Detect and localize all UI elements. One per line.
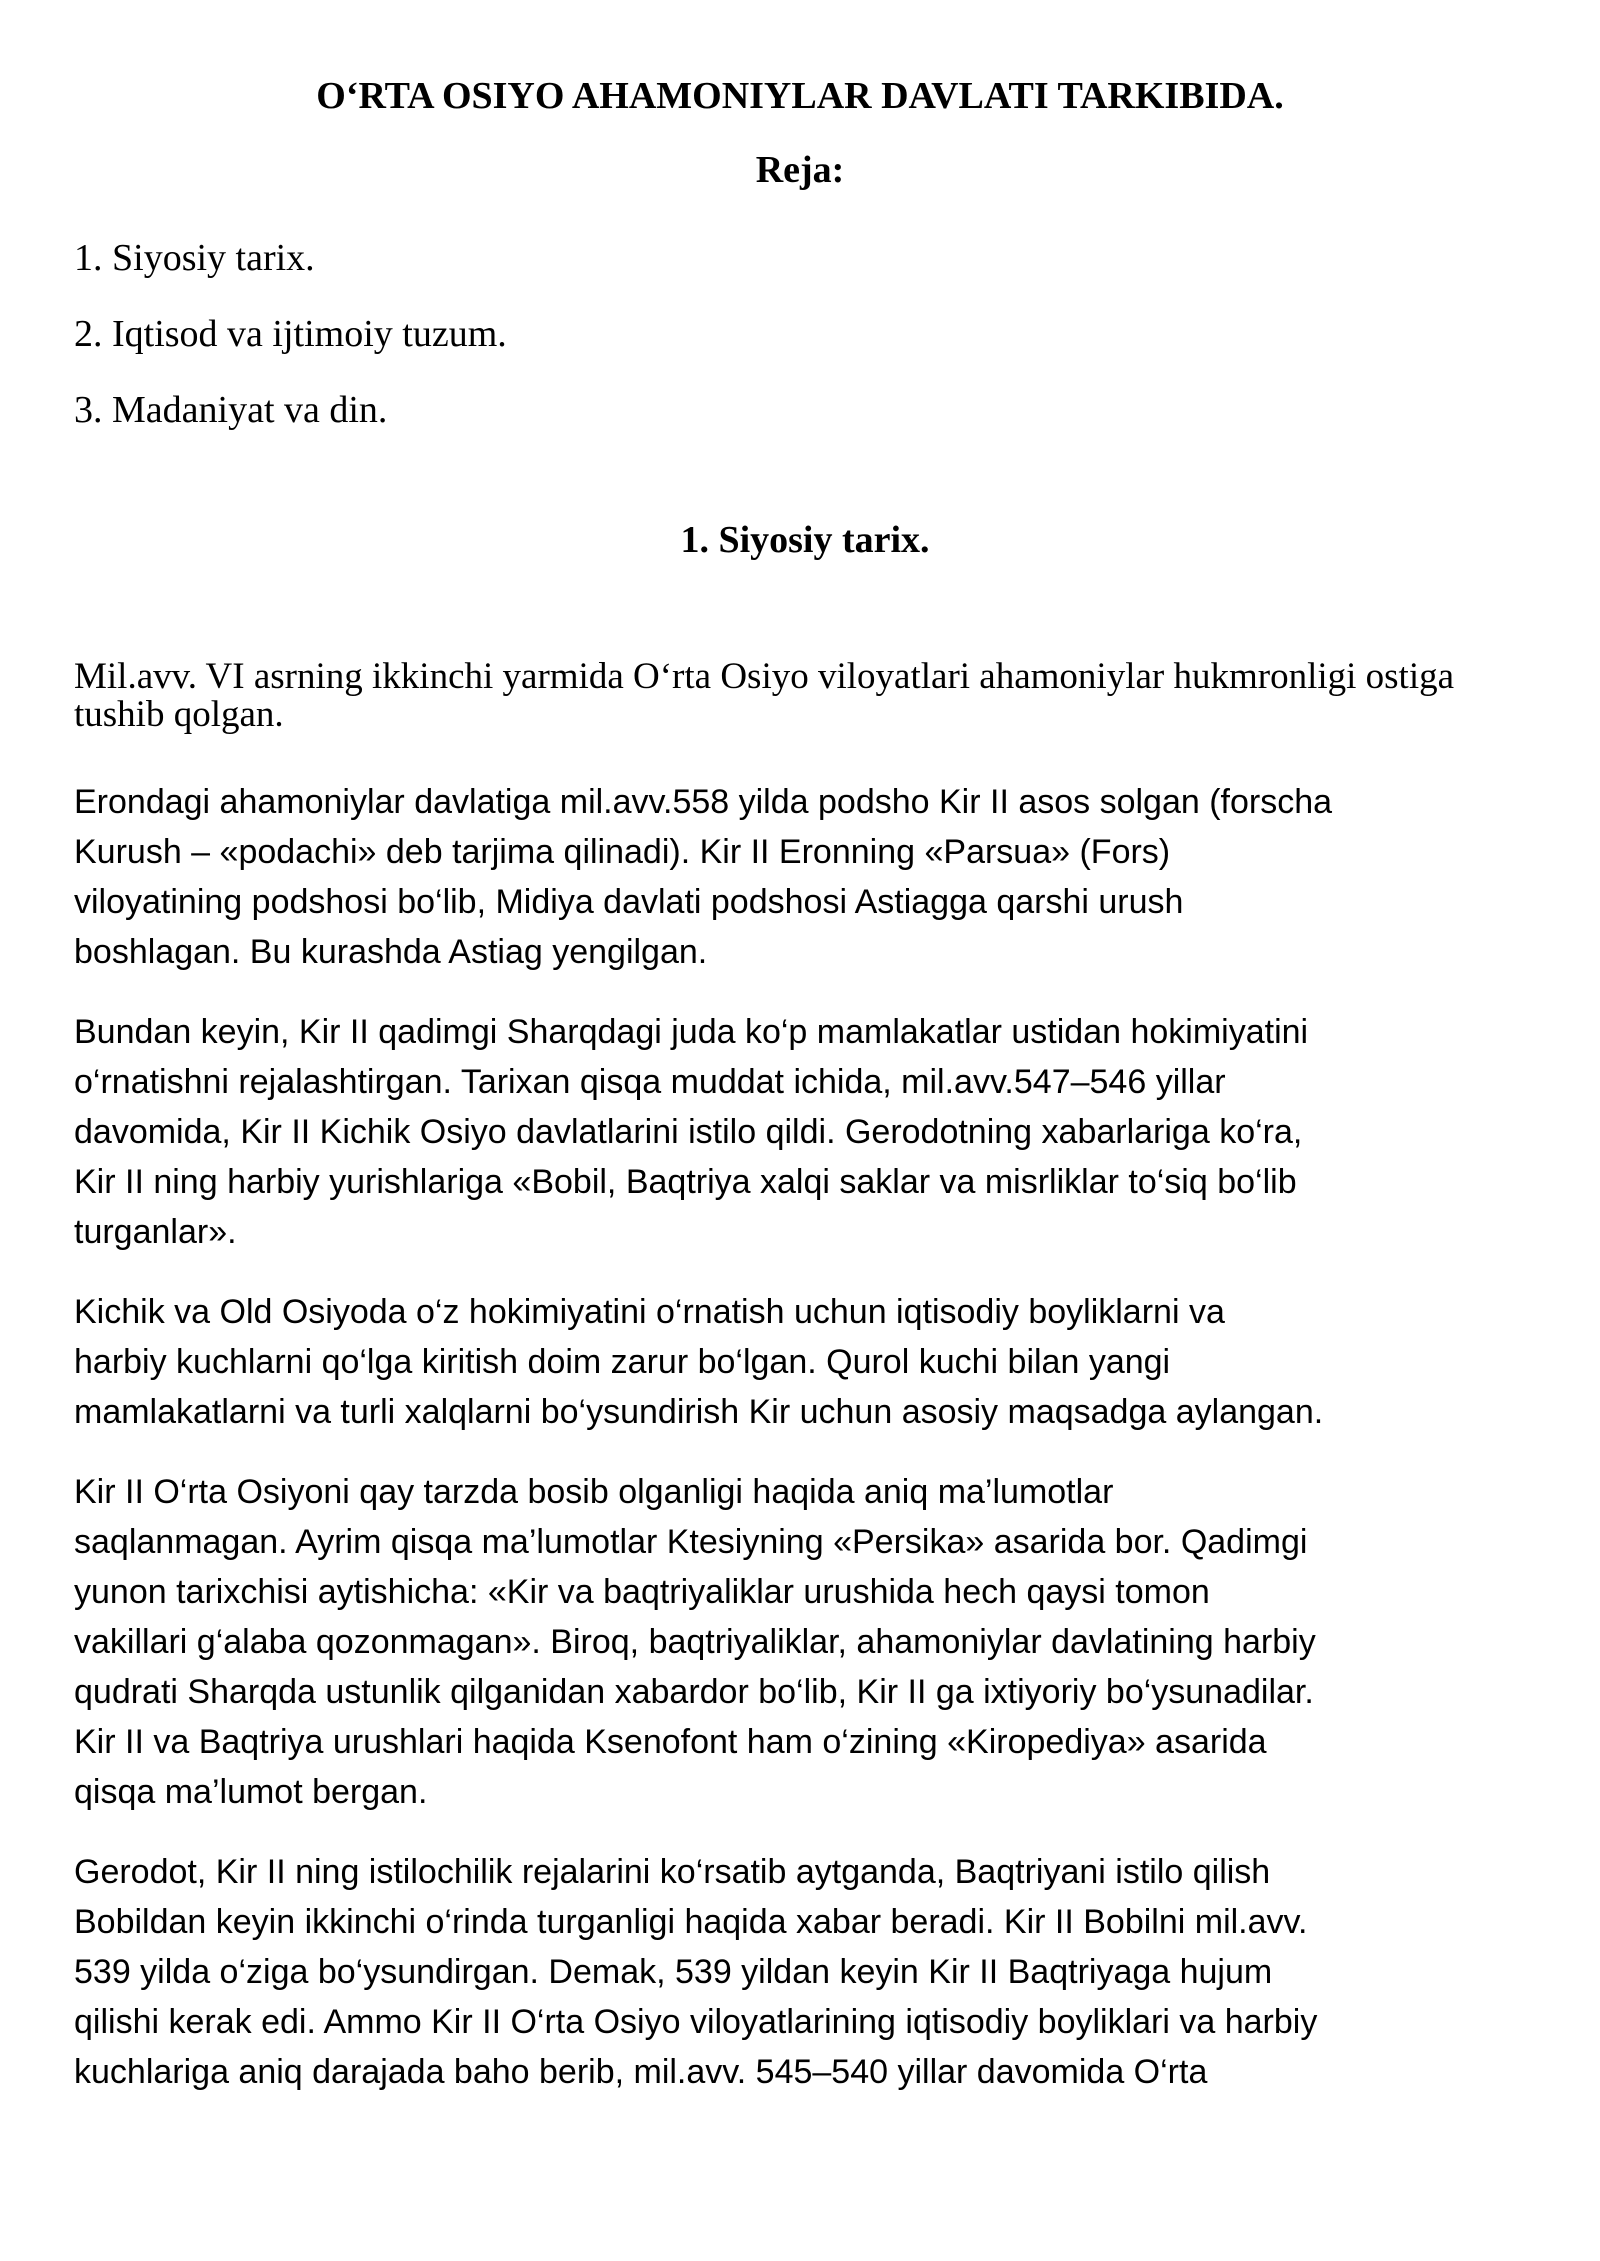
text-line: davomida, Kir II Kichik Osiyo davlatlarini istilo qildi. Gerodotning xabarlariga ko‘ra, [74,1113,1303,1151]
paragraph [74,1847,1564,2097]
text-line: Kir II ning harbiy yurishlariga «Bobil, Baqtriya xalqi saklar va misrliklar to‘siq bo‘lib [74,1163,1297,1201]
plan-heading: Reja: [755,149,845,191]
text-line: vakillari g‘alaba qozonmagan». Biroq, baqtriyaliklar, ahamoniylar davlatining harbiy [74,1623,1316,1661]
text-line: o‘rnatishni rejalashtirgan. Tarixan qisqa muddat ichida, mil.avv.547–546 yillar [74,1063,1226,1101]
text-line: qisqa ma’lumot bergan. [74,1773,428,1811]
text-line: qudrati Sharqda ustunlik qilganidan xabardor bo‘lib, Kir II ga ixtiyoriy bo‘ysunadilar. [74,1673,1314,1711]
text-line: turganlar». [74,1213,237,1251]
section-heading: 1. Siyosiy tarix. [680,519,930,561]
text-line: viloyatining podshosi bo‘lib, Midiya davlati podshosi Astiagga qarshi urush [74,883,1184,921]
plan-item: 3. Madaniyat va din. [74,389,388,431]
text-line: yunon tarixchisi aytishicha: «Kir va baqtriyaliklar urushida hech qaysi tomon [74,1573,1210,1611]
text-line: harbiy kuchlarni qo‘lga kiritish doim zarur bo‘lgan. Qurol kuchi bilan yangi [74,1343,1171,1381]
document-title: O‘RTA OSIYO AHAMONIYLAR DAVLATI TARKIBIDA. [316,75,1284,117]
intro-paragraph: Mil.avv. VI asrning ikkinchi yarmida O‘rta Osiyo viloyatlari ahamoniylar hukmronligi ostiga tushib qolgan. [74,656,1455,735]
paragraph [74,1007,1564,1257]
text-line: Bundan keyin, Kir II qadimgi Sharqdagi juda ko‘p mamlakatlar ustidan hokimiyatini [74,1013,1309,1051]
text-line: Bobildan keyin ikkinchi o‘rinda turganligi haqida xabar beradi. Kir II Bobilni mil.avv. [74,1903,1308,1941]
text-line: Kir II va Baqtriya urushlari haqida Ksenofont ham o‘zining «Kiropediya» asarida [74,1723,1267,1761]
paragraph [74,777,1564,977]
text-line: mamlakatlarni va turli xalqlarni bo‘ysundirish Kir uchun asosiy maqsadga aylangan. [74,1393,1324,1431]
text-line: saqlanmagan. Ayrim qisqa ma’lumotlar Ktesiyning «Persika» asarida bor. Qadimgi [74,1523,1308,1561]
text-line: kuchlariga aniq darajada baho berib, mil.avv. 545–540 yillar davomida O‘rta [74,2053,1208,2091]
text-line: Kurush – «podachi» deb tarjima qilinadi). Kir II Eronning «Parsua» (Fors) [74,833,1171,871]
text-line: qilishi kerak edi. Ammo Kir II O‘rta Osiyo viloyatlarining iqtisodiy boyliklari va harbiy [74,2003,1318,2041]
text-line: Kichik va Old Osiyoda o‘z hokimiyatini o‘rnatish uchun iqtisodiy boyliklarni va [74,1293,1225,1331]
paragraph [74,1467,1564,1817]
text-line: Erondagi ahamoniylar davlatiga mil.avv.558 yilda podsho Kir II asos solgan (forscha [74,783,1333,821]
text-line: Kir II O‘rta Osiyoni qay tarzda bosib olganligi haqida aniq ma’lumotlar [74,1473,1114,1511]
plan-list [74,220,507,448]
text-line: 539 yilda o‘ziga bo‘ysundirgan. Demak, 539 yildan keyin Kir II Baqtriyaga hujum [74,1953,1273,1991]
text-line: Gerodot, Kir II ning istilochilik rejalarini ko‘rsatib aytganda, Baqtriyani istilo qilish [74,1853,1271,1891]
text-line: boshlagan. Bu kurashda Astiag yengilgan. [74,933,708,971]
paragraph [74,1287,1564,1437]
plan-item: 1. Siyosiy tarix. [74,237,315,279]
plan-item: 2. Iqtisod va ijtimoiy tuzum. [74,313,507,355]
body-text [74,777,1564,2127]
